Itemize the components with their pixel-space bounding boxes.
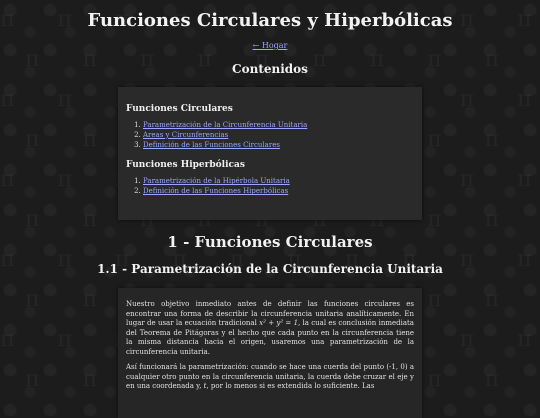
page-title: Funciones Circulares y Hiperbólicas bbox=[87, 10, 453, 31]
section-heading: 1 - Funciones Circulares bbox=[167, 233, 373, 251]
pythagorean-equation: x² + y² = 1 bbox=[259, 319, 299, 327]
toc-link-definicion-circulares[interactable]: Definición de las Funciones Circulares bbox=[143, 141, 280, 149]
paragraph-2-text-a: Así funcionará la parametrización: cuando se hace una cuerda del punto (-1, 0) a cualquier otro punto en la circunferencia unitaria, la cuerda debe cruzar el eje y en una coordenada y, bbox=[126, 363, 414, 390]
subsection-heading: 1.1 - Parametrización de la Circunferencia Unitaria bbox=[97, 262, 443, 276]
paragraph-1-text-a: Nuestro objetivo inmediato antes de definir las funciones circulares es encontrar una forma de describir la circunferencia unitaria analíticamente. En lugar de usar la ecuación tradicional bbox=[126, 300, 414, 327]
parameter-t: t bbox=[203, 382, 207, 390]
content-box bbox=[118, 288, 422, 418]
toc-section-title-hiperbolicas: Funciones Hiperbólicas bbox=[126, 160, 245, 170]
paragraph-1-text-b: , la cual es conclusión inmediata del Teorema de Pitágoras y el hecho que cada punto en la circunferencia tiene la misma distancia hacia el origen, usaremos una parametrización de la circunferencia unitaria. bbox=[126, 319, 414, 356]
paragraph-1 bbox=[126, 300, 414, 357]
home-link[interactable]: ← Hogar bbox=[252, 41, 288, 50]
toc-list-circulares bbox=[126, 120, 414, 150]
toc-link-parametrizacion-circunferencia[interactable]: Parametrización de la Circunferencia Unitaria bbox=[143, 121, 308, 129]
toc-item bbox=[143, 140, 414, 150]
toc-link-parametrizacion-hiperbola[interactable]: Parametrización de la Hipérbola Unitaria bbox=[143, 177, 290, 185]
paragraph-2 bbox=[126, 363, 414, 392]
toc-section-title-circulares: Funciones Circulares bbox=[126, 104, 233, 114]
toc-link-definicion-hiperbolicas[interactable]: Definición de las Funciones Hiperbólicas bbox=[143, 187, 289, 195]
toc-heading: Contenidos bbox=[232, 62, 308, 76]
toc-item bbox=[143, 186, 414, 196]
toc-item bbox=[143, 176, 414, 186]
paragraph-2-text-b: , por lo menos si es extendida lo suficiente. Las bbox=[206, 382, 375, 390]
toc-list-hiperbolicas bbox=[126, 176, 414, 196]
toc-link-areas-circunferencias[interactable]: Areas y Circunferencias bbox=[143, 131, 229, 139]
toc-item bbox=[143, 130, 414, 140]
toc-item bbox=[143, 120, 414, 130]
table-of-contents bbox=[118, 87, 422, 220]
